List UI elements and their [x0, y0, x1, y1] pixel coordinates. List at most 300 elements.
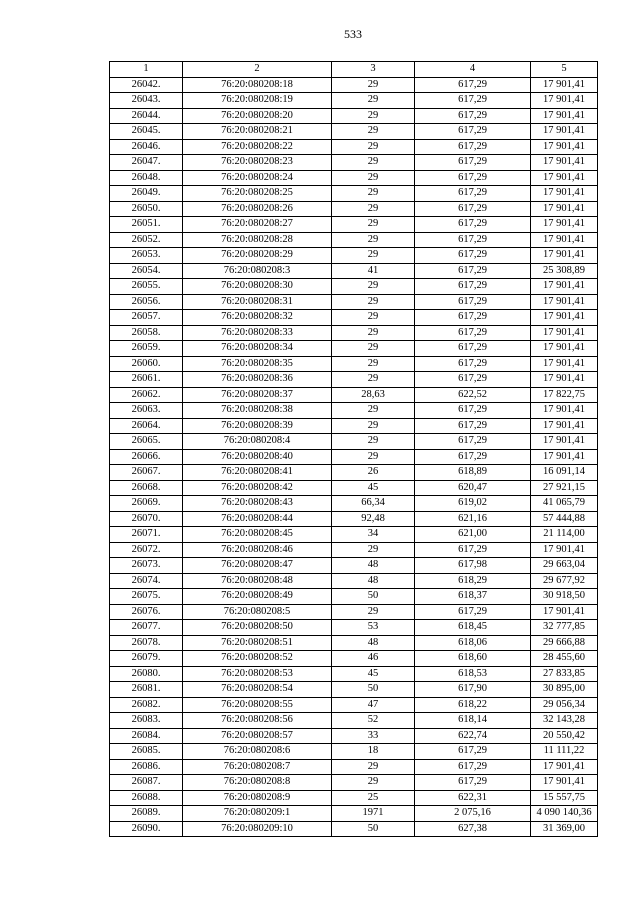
rate-cell: 618,53	[415, 666, 531, 682]
cadastral-number-cell: 76:20:080208:7	[183, 759, 332, 775]
area-cell: 29	[332, 93, 415, 109]
area-cell: 48	[332, 573, 415, 589]
rate-cell: 2 075,16	[415, 806, 531, 822]
value-cell: 27 833,85	[531, 666, 598, 682]
rate-cell: 617,29	[415, 279, 531, 295]
row-number-cell: 26046.	[110, 139, 183, 155]
area-cell: 48	[332, 558, 415, 574]
table-body	[110, 77, 598, 837]
cadastral-number-cell: 76:20:080208:29	[183, 248, 332, 264]
row-number-cell: 26064.	[110, 418, 183, 434]
cadastral-number-cell: 76:20:080208:20	[183, 108, 332, 124]
rate-cell: 618,89	[415, 465, 531, 481]
value-cell: 30 895,00	[531, 682, 598, 698]
row-number-cell: 26054.	[110, 263, 183, 279]
rate-cell: 617,29	[415, 232, 531, 248]
table-row	[110, 620, 598, 636]
row-number-cell: 26067.	[110, 465, 183, 481]
table-row	[110, 558, 598, 574]
rate-cell: 617,29	[415, 542, 531, 558]
table-row	[110, 775, 598, 791]
area-cell: 29	[332, 310, 415, 326]
rate-cell: 622,31	[415, 790, 531, 806]
table-row	[110, 232, 598, 248]
area-cell: 29	[332, 542, 415, 558]
area-cell: 29	[332, 604, 415, 620]
rate-cell: 617,29	[415, 217, 531, 233]
table-row	[110, 217, 598, 233]
table-row	[110, 186, 598, 202]
rate-cell: 617,29	[415, 294, 531, 310]
area-cell: 18	[332, 744, 415, 760]
table-row	[110, 124, 598, 140]
area-cell: 45	[332, 666, 415, 682]
area-cell: 50	[332, 682, 415, 698]
cadastral-number-cell: 76:20:080208:45	[183, 527, 332, 543]
value-cell: 17 901,41	[531, 279, 598, 295]
value-cell: 29 666,88	[531, 635, 598, 651]
cadastral-number-cell: 76:20:080208:27	[183, 217, 332, 233]
area-cell: 1971	[332, 806, 415, 822]
row-number-cell: 26049.	[110, 186, 183, 202]
cadastral-number-cell: 76:20:080208:34	[183, 341, 332, 357]
row-number-cell: 26052.	[110, 232, 183, 248]
value-cell: 17 901,41	[531, 449, 598, 465]
table-row	[110, 821, 598, 837]
row-number-cell: 26071.	[110, 527, 183, 543]
rate-cell: 617,29	[415, 356, 531, 372]
area-cell: 48	[332, 635, 415, 651]
row-number-cell: 26078.	[110, 635, 183, 651]
value-cell: 17 901,41	[531, 325, 598, 341]
value-cell: 17 901,41	[531, 434, 598, 450]
cadastral-number-cell: 76:20:080208:36	[183, 372, 332, 388]
value-cell: 20 550,42	[531, 728, 598, 744]
cadastral-number-cell: 76:20:080209:1	[183, 806, 332, 822]
value-cell: 16 091,14	[531, 465, 598, 481]
table-row	[110, 651, 598, 667]
column-header: 1	[110, 62, 183, 78]
table-row	[110, 713, 598, 729]
rate-cell: 621,00	[415, 527, 531, 543]
row-number-cell: 26051.	[110, 217, 183, 233]
rate-cell: 621,16	[415, 511, 531, 527]
cadastral-number-cell: 76:20:080208:46	[183, 542, 332, 558]
cadastral-number-cell: 76:20:080208:9	[183, 790, 332, 806]
value-cell: 17 822,75	[531, 387, 598, 403]
row-number-cell: 26062.	[110, 387, 183, 403]
value-cell: 17 901,41	[531, 124, 598, 140]
value-cell: 17 901,41	[531, 139, 598, 155]
table-row	[110, 790, 598, 806]
area-cell: 29	[332, 434, 415, 450]
area-cell: 29	[332, 775, 415, 791]
value-cell: 11 111,22	[531, 744, 598, 760]
table-row	[110, 201, 598, 217]
cadastral-number-cell: 76:20:080208:28	[183, 232, 332, 248]
value-cell: 17 901,41	[531, 170, 598, 186]
table-row	[110, 248, 598, 264]
cadastral-number-cell: 76:20:080208:38	[183, 403, 332, 419]
cadastral-number-cell: 76:20:080208:25	[183, 186, 332, 202]
table-row	[110, 635, 598, 651]
row-number-cell: 26079.	[110, 651, 183, 667]
row-number-cell: 26065.	[110, 434, 183, 450]
value-cell: 17 901,41	[531, 759, 598, 775]
cadastral-number-cell: 76:20:080208:42	[183, 480, 332, 496]
area-cell: 29	[332, 759, 415, 775]
cadastral-number-cell: 76:20:080208:48	[183, 573, 332, 589]
table-row	[110, 573, 598, 589]
rate-cell: 617,29	[415, 201, 531, 217]
table-header-row	[110, 62, 598, 78]
area-cell: 29	[332, 449, 415, 465]
rate-cell: 617,29	[415, 604, 531, 620]
area-cell: 34	[332, 527, 415, 543]
table-row	[110, 604, 598, 620]
value-cell: 17 901,41	[531, 372, 598, 388]
table-row	[110, 108, 598, 124]
value-cell: 17 901,41	[531, 310, 598, 326]
rate-cell: 617,29	[415, 449, 531, 465]
area-cell: 29	[332, 294, 415, 310]
row-number-cell: 26081.	[110, 682, 183, 698]
row-number-cell: 26074.	[110, 573, 183, 589]
row-number-cell: 26086.	[110, 759, 183, 775]
table-row	[110, 170, 598, 186]
row-number-cell: 26082.	[110, 697, 183, 713]
area-cell: 29	[332, 232, 415, 248]
cadastral-number-cell: 76:20:080208:30	[183, 279, 332, 295]
value-cell: 28 455,60	[531, 651, 598, 667]
area-cell: 46	[332, 651, 415, 667]
row-number-cell: 26076.	[110, 604, 183, 620]
value-cell: 17 901,41	[531, 542, 598, 558]
cadastral-number-cell: 76:20:080208:5	[183, 604, 332, 620]
cadastral-number-cell: 76:20:080208:40	[183, 449, 332, 465]
row-number-cell: 26043.	[110, 93, 183, 109]
value-cell: 17 901,41	[531, 93, 598, 109]
table-row	[110, 93, 598, 109]
row-number-cell: 26083.	[110, 713, 183, 729]
table-row	[110, 744, 598, 760]
cadastral-number-cell: 76:20:080208:41	[183, 465, 332, 481]
rate-cell: 618,29	[415, 573, 531, 589]
cadastral-number-cell: 76:20:080208:35	[183, 356, 332, 372]
table-row	[110, 372, 598, 388]
rate-cell: 617,29	[415, 263, 531, 279]
cadastral-number-cell: 76:20:080208:19	[183, 93, 332, 109]
area-cell: 29	[332, 201, 415, 217]
area-cell: 29	[332, 403, 415, 419]
rate-cell: 618,22	[415, 697, 531, 713]
row-number-cell: 26047.	[110, 155, 183, 171]
rate-cell: 617,29	[415, 170, 531, 186]
value-cell: 17 901,41	[531, 155, 598, 171]
row-number-cell: 26087.	[110, 775, 183, 791]
rate-cell: 617,29	[415, 108, 531, 124]
column-header: 4	[415, 62, 531, 78]
cadastral-number-cell: 76:20:080208:33	[183, 325, 332, 341]
value-cell: 17 901,41	[531, 604, 598, 620]
rate-cell: 617,29	[415, 341, 531, 357]
row-number-cell: 26070.	[110, 511, 183, 527]
area-cell: 29	[332, 279, 415, 295]
cadastral-number-cell: 76:20:080208:54	[183, 682, 332, 698]
cadastral-number-cell: 76:20:080208:56	[183, 713, 332, 729]
row-number-cell: 26044.	[110, 108, 183, 124]
rate-cell: 627,38	[415, 821, 531, 837]
rate-cell: 617,29	[415, 744, 531, 760]
value-cell: 32 777,85	[531, 620, 598, 636]
page-number: 533	[344, 27, 362, 41]
value-cell: 17 901,41	[531, 77, 598, 93]
table-row	[110, 666, 598, 682]
row-number-cell: 26068.	[110, 480, 183, 496]
table-row	[110, 511, 598, 527]
value-cell: 17 901,41	[531, 232, 598, 248]
table-row	[110, 418, 598, 434]
table-row	[110, 589, 598, 605]
table-row	[110, 434, 598, 450]
area-cell: 29	[332, 418, 415, 434]
value-cell: 21 114,00	[531, 527, 598, 543]
rate-cell: 619,02	[415, 496, 531, 512]
table-row	[110, 682, 598, 698]
cadastral-number-cell: 76:20:080208:47	[183, 558, 332, 574]
value-cell: 29 663,04	[531, 558, 598, 574]
value-cell: 17 901,41	[531, 294, 598, 310]
cadastral-number-cell: 76:20:080208:3	[183, 263, 332, 279]
table-row	[110, 310, 598, 326]
column-header: 2	[183, 62, 332, 78]
area-cell: 29	[332, 248, 415, 264]
area-cell: 29	[332, 341, 415, 357]
row-number-cell: 26061.	[110, 372, 183, 388]
area-cell: 52	[332, 713, 415, 729]
rate-cell: 618,45	[415, 620, 531, 636]
row-number-cell: 26072.	[110, 542, 183, 558]
row-number-cell: 26045.	[110, 124, 183, 140]
value-cell: 17 901,41	[531, 341, 598, 357]
row-number-cell: 26069.	[110, 496, 183, 512]
rate-cell: 617,29	[415, 139, 531, 155]
cadastral-number-cell: 76:20:080208:43	[183, 496, 332, 512]
rate-cell: 617,29	[415, 325, 531, 341]
rate-cell: 617,29	[415, 248, 531, 264]
row-number-cell: 26088.	[110, 790, 183, 806]
row-number-cell: 26042.	[110, 77, 183, 93]
area-cell: 29	[332, 170, 415, 186]
cadastral-number-cell: 76:20:080208:6	[183, 744, 332, 760]
rate-cell: 622,74	[415, 728, 531, 744]
row-number-cell: 26066.	[110, 449, 183, 465]
area-cell: 29	[332, 124, 415, 140]
area-cell: 45	[332, 480, 415, 496]
row-number-cell: 26090.	[110, 821, 183, 837]
area-cell: 29	[332, 356, 415, 372]
rate-cell: 617,90	[415, 682, 531, 698]
table-row	[110, 697, 598, 713]
column-header: 3	[332, 62, 415, 78]
table-row	[110, 325, 598, 341]
area-cell: 29	[332, 139, 415, 155]
table-row	[110, 356, 598, 372]
row-number-cell: 26050.	[110, 201, 183, 217]
area-cell: 26	[332, 465, 415, 481]
value-cell: 41 065,79	[531, 496, 598, 512]
cadastral-number-cell: 76:20:080208:50	[183, 620, 332, 636]
row-number-cell: 26084.	[110, 728, 183, 744]
value-cell: 29 056,34	[531, 697, 598, 713]
table-row	[110, 403, 598, 419]
cadastral-number-cell: 76:20:080208:51	[183, 635, 332, 651]
cadastral-number-cell: 76:20:080208:55	[183, 697, 332, 713]
area-cell: 29	[332, 186, 415, 202]
table-row	[110, 155, 598, 171]
rate-cell: 617,29	[415, 403, 531, 419]
value-cell: 27 921,15	[531, 480, 598, 496]
cadastral-number-cell: 76:20:080208:57	[183, 728, 332, 744]
row-number-cell: 26056.	[110, 294, 183, 310]
cadastral-number-cell: 76:20:080208:49	[183, 589, 332, 605]
area-cell: 50	[332, 821, 415, 837]
value-cell: 57 444,88	[531, 511, 598, 527]
cadastral-number-cell: 76:20:080208:39	[183, 418, 332, 434]
table-row	[110, 496, 598, 512]
row-number-cell: 26059.	[110, 341, 183, 357]
cadastral-number-cell: 76:20:080208:22	[183, 139, 332, 155]
rate-cell: 617,29	[415, 372, 531, 388]
cadastral-number-cell: 76:20:080208:8	[183, 775, 332, 791]
value-cell: 17 901,41	[531, 217, 598, 233]
cadastral-number-cell: 76:20:080208:52	[183, 651, 332, 667]
table-row	[110, 527, 598, 543]
row-number-cell: 26085.	[110, 744, 183, 760]
row-number-cell: 26055.	[110, 279, 183, 295]
area-cell: 33	[332, 728, 415, 744]
row-number-cell: 26073.	[110, 558, 183, 574]
rate-cell: 617,29	[415, 759, 531, 775]
row-number-cell: 26060.	[110, 356, 183, 372]
row-number-cell: 26080.	[110, 666, 183, 682]
value-cell: 17 901,41	[531, 403, 598, 419]
table-row	[110, 294, 598, 310]
rate-cell: 618,14	[415, 713, 531, 729]
area-cell: 29	[332, 372, 415, 388]
value-cell: 31 369,00	[531, 821, 598, 837]
table-row	[110, 759, 598, 775]
row-number-cell: 26075.	[110, 589, 183, 605]
row-number-cell: 26077.	[110, 620, 183, 636]
area-cell: 29	[332, 155, 415, 171]
cadastral-number-cell: 76:20:080208:21	[183, 124, 332, 140]
rate-cell: 617,29	[415, 775, 531, 791]
value-cell: 25 308,89	[531, 263, 598, 279]
table-row	[110, 465, 598, 481]
value-cell: 30 918,50	[531, 589, 598, 605]
value-cell: 17 901,41	[531, 108, 598, 124]
column-header: 5	[531, 62, 598, 78]
value-cell: 17 901,41	[531, 356, 598, 372]
table-row	[110, 542, 598, 558]
row-number-cell: 26089.	[110, 806, 183, 822]
area-cell: 92,48	[332, 511, 415, 527]
cadastral-number-cell: 76:20:080208:44	[183, 511, 332, 527]
rate-cell: 618,37	[415, 589, 531, 605]
value-cell: 17 901,41	[531, 775, 598, 791]
rate-cell: 617,29	[415, 418, 531, 434]
table-row	[110, 77, 598, 93]
table-row	[110, 449, 598, 465]
cadastral-number-cell: 76:20:080208:31	[183, 294, 332, 310]
rate-cell: 617,29	[415, 155, 531, 171]
area-cell: 53	[332, 620, 415, 636]
table-row	[110, 480, 598, 496]
value-cell: 4 090 140,36	[531, 806, 598, 822]
table-row	[110, 806, 598, 822]
rate-cell: 617,29	[415, 186, 531, 202]
area-cell: 47	[332, 697, 415, 713]
table-row	[110, 263, 598, 279]
value-cell: 29 677,92	[531, 573, 598, 589]
row-number-cell: 26053.	[110, 248, 183, 264]
row-number-cell: 26063.	[110, 403, 183, 419]
row-number-cell: 26058.	[110, 325, 183, 341]
rate-cell: 618,06	[415, 635, 531, 651]
table-row	[110, 728, 598, 744]
area-cell: 66,34	[332, 496, 415, 512]
cadastral-number-cell: 76:20:080208:26	[183, 201, 332, 217]
rate-cell: 617,29	[415, 310, 531, 326]
value-cell: 17 901,41	[531, 248, 598, 264]
rate-cell: 622,52	[415, 387, 531, 403]
rate-cell: 618,60	[415, 651, 531, 667]
rate-cell: 617,29	[415, 124, 531, 140]
value-cell: 17 901,41	[531, 201, 598, 217]
rate-cell: 617,29	[415, 93, 531, 109]
area-cell: 29	[332, 108, 415, 124]
cadastral-number-cell: 76:20:080208:23	[183, 155, 332, 171]
area-cell: 41	[332, 263, 415, 279]
table-row	[110, 387, 598, 403]
row-number-cell: 26057.	[110, 310, 183, 326]
value-cell: 17 901,41	[531, 418, 598, 434]
cadastral-number-cell: 76:20:080208:53	[183, 666, 332, 682]
cadastral-number-cell: 76:20:080208:18	[183, 77, 332, 93]
row-number-cell: 26048.	[110, 170, 183, 186]
table-row	[110, 341, 598, 357]
area-cell: 29	[332, 217, 415, 233]
table-row	[110, 139, 598, 155]
registry-table	[109, 61, 598, 837]
value-cell: 15 557,75	[531, 790, 598, 806]
cadastral-number-cell: 76:20:080208:32	[183, 310, 332, 326]
rate-cell: 617,29	[415, 77, 531, 93]
cadastral-number-cell: 76:20:080208:4	[183, 434, 332, 450]
rate-cell: 617,98	[415, 558, 531, 574]
cadastral-number-cell: 76:20:080208:37	[183, 387, 332, 403]
area-cell: 29	[332, 77, 415, 93]
cadastral-number-cell: 76:20:080208:24	[183, 170, 332, 186]
area-cell: 28,63	[332, 387, 415, 403]
rate-cell: 617,29	[415, 434, 531, 450]
area-cell: 25	[332, 790, 415, 806]
table-row	[110, 279, 598, 295]
value-cell: 32 143,28	[531, 713, 598, 729]
area-cell: 29	[332, 325, 415, 341]
rate-cell: 620,47	[415, 480, 531, 496]
